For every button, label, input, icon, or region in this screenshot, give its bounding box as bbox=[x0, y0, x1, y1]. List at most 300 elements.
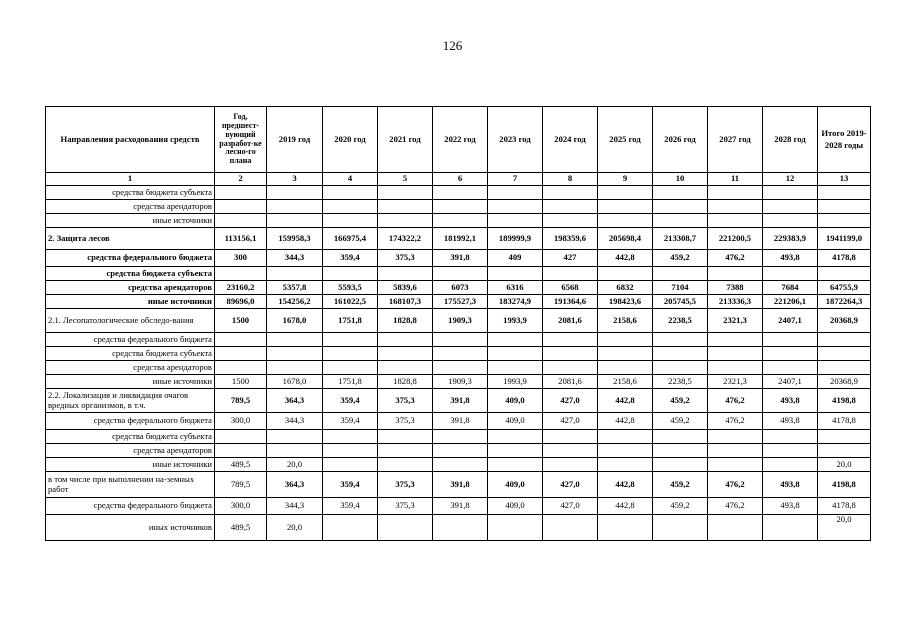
header-direction: Направления расходования средств bbox=[46, 107, 215, 173]
value-cell bbox=[653, 458, 708, 472]
value-cell: 442,8 bbox=[598, 498, 653, 515]
value-cell bbox=[488, 267, 543, 281]
value-cell bbox=[598, 267, 653, 281]
value-cell bbox=[378, 430, 433, 444]
header-year: 2023 год bbox=[488, 107, 543, 173]
value-cell: 1500 bbox=[215, 375, 267, 389]
column-number: 9 bbox=[598, 173, 653, 186]
value-cell bbox=[433, 200, 488, 214]
value-cell bbox=[433, 430, 488, 444]
value-cell: 198359,6 bbox=[543, 228, 598, 250]
value-cell bbox=[378, 214, 433, 228]
value-cell: 20,0 bbox=[267, 458, 323, 472]
value-cell bbox=[708, 430, 763, 444]
column-number: 4 bbox=[323, 173, 378, 186]
value-cell: 4178,8 bbox=[818, 498, 871, 515]
value-cell bbox=[598, 333, 653, 347]
value-cell bbox=[488, 214, 543, 228]
value-cell bbox=[378, 444, 433, 458]
value-cell: 789,5 bbox=[215, 389, 267, 413]
value-cell: 493,8 bbox=[763, 413, 818, 430]
value-cell bbox=[818, 347, 871, 361]
row-label: средства арендаторов bbox=[46, 361, 215, 375]
value-cell bbox=[653, 430, 708, 444]
value-cell bbox=[267, 200, 323, 214]
value-cell bbox=[323, 333, 378, 347]
value-cell bbox=[215, 347, 267, 361]
value-cell bbox=[323, 347, 378, 361]
column-number: 10 bbox=[653, 173, 708, 186]
value-cell bbox=[433, 458, 488, 472]
value-cell: 159958,3 bbox=[267, 228, 323, 250]
value-cell: 427,0 bbox=[543, 389, 598, 413]
value-cell bbox=[323, 430, 378, 444]
value-cell bbox=[378, 458, 433, 472]
value-cell: 113156,1 bbox=[215, 228, 267, 250]
value-cell bbox=[433, 361, 488, 375]
column-number: 3 bbox=[267, 173, 323, 186]
value-cell bbox=[215, 186, 267, 200]
value-cell bbox=[433, 186, 488, 200]
value-cell: 20,0 bbox=[818, 458, 871, 472]
value-cell bbox=[323, 515, 378, 541]
value-cell bbox=[763, 200, 818, 214]
value-cell: 189999,9 bbox=[488, 228, 543, 250]
value-cell bbox=[323, 214, 378, 228]
value-cell: 2081,6 bbox=[543, 375, 598, 389]
value-cell: 427 bbox=[543, 250, 598, 267]
header-year: 2022 год bbox=[433, 107, 488, 173]
value-cell: 409,0 bbox=[488, 498, 543, 515]
value-cell bbox=[708, 515, 763, 541]
value-cell: 364,3 bbox=[267, 472, 323, 498]
value-cell bbox=[323, 361, 378, 375]
value-cell bbox=[488, 361, 543, 375]
table-row bbox=[46, 186, 871, 200]
value-cell: 459,2 bbox=[653, 389, 708, 413]
value-cell bbox=[267, 267, 323, 281]
row-label: средства бюджета субъекта bbox=[46, 430, 215, 444]
table-row bbox=[46, 333, 871, 347]
value-cell: 161022,5 bbox=[323, 295, 378, 309]
value-cell bbox=[598, 430, 653, 444]
value-cell: 391,8 bbox=[433, 389, 488, 413]
value-cell bbox=[215, 333, 267, 347]
value-cell: 493,8 bbox=[763, 389, 818, 413]
value-cell: 1872264,3 bbox=[818, 295, 871, 309]
value-cell bbox=[708, 347, 763, 361]
value-cell bbox=[488, 458, 543, 472]
header-year: 2025 год bbox=[598, 107, 653, 173]
value-cell: 168107,3 bbox=[378, 295, 433, 309]
value-cell: 154256,2 bbox=[267, 295, 323, 309]
row-label: иные источники bbox=[46, 458, 215, 472]
value-cell: 175527,3 bbox=[433, 295, 488, 309]
value-cell bbox=[653, 186, 708, 200]
value-cell: 459,2 bbox=[653, 413, 708, 430]
value-cell bbox=[543, 200, 598, 214]
value-cell bbox=[488, 333, 543, 347]
value-cell bbox=[433, 214, 488, 228]
value-cell bbox=[708, 214, 763, 228]
value-cell bbox=[763, 186, 818, 200]
value-cell bbox=[267, 214, 323, 228]
value-cell: 6568 bbox=[543, 281, 598, 295]
value-cell: 442,8 bbox=[598, 250, 653, 267]
value-cell: 7684 bbox=[763, 281, 818, 295]
value-cell: 166975,4 bbox=[323, 228, 378, 250]
value-cell bbox=[818, 267, 871, 281]
value-cell: 1993,9 bbox=[488, 309, 543, 333]
value-cell: 375,3 bbox=[378, 472, 433, 498]
value-cell: 1678,0 bbox=[267, 309, 323, 333]
value-cell: 221200,5 bbox=[708, 228, 763, 250]
value-cell bbox=[708, 444, 763, 458]
value-cell: 391,8 bbox=[433, 498, 488, 515]
value-cell: 391,8 bbox=[433, 250, 488, 267]
column-number: 8 bbox=[543, 173, 598, 186]
value-cell bbox=[433, 347, 488, 361]
value-cell: 459,2 bbox=[653, 472, 708, 498]
value-cell bbox=[378, 333, 433, 347]
value-cell bbox=[598, 186, 653, 200]
value-cell bbox=[323, 267, 378, 281]
table-row bbox=[46, 228, 871, 250]
value-cell: 1678,0 bbox=[267, 375, 323, 389]
row-label: средства арендаторов bbox=[46, 444, 215, 458]
value-cell bbox=[215, 430, 267, 444]
value-cell: 300,0 bbox=[215, 413, 267, 430]
value-cell: 442,8 bbox=[598, 413, 653, 430]
table-row bbox=[46, 413, 871, 430]
value-cell: 789,5 bbox=[215, 472, 267, 498]
column-number: 1 bbox=[46, 173, 215, 186]
value-cell bbox=[323, 186, 378, 200]
value-cell bbox=[598, 444, 653, 458]
value-cell bbox=[488, 200, 543, 214]
value-cell bbox=[653, 200, 708, 214]
value-cell bbox=[763, 444, 818, 458]
value-cell bbox=[653, 347, 708, 361]
value-cell bbox=[818, 186, 871, 200]
value-cell: 391,8 bbox=[433, 472, 488, 498]
value-cell: 427,0 bbox=[543, 413, 598, 430]
value-cell bbox=[488, 430, 543, 444]
value-cell: 20,0 bbox=[818, 515, 871, 541]
value-cell: 2081,6 bbox=[543, 309, 598, 333]
value-cell: 183274,9 bbox=[488, 295, 543, 309]
value-cell: 1751,8 bbox=[323, 309, 378, 333]
value-cell bbox=[543, 214, 598, 228]
value-cell: 6316 bbox=[488, 281, 543, 295]
value-cell: 476,2 bbox=[708, 413, 763, 430]
row-label: 2.2. Локализация и ликвидация очагов вредных организмов, в т.ч. bbox=[46, 389, 215, 413]
value-cell: 2407,1 bbox=[763, 309, 818, 333]
table-row bbox=[46, 444, 871, 458]
value-cell bbox=[433, 444, 488, 458]
value-cell: 442,8 bbox=[598, 389, 653, 413]
value-cell bbox=[763, 267, 818, 281]
column-number: 13 bbox=[818, 173, 871, 186]
value-cell bbox=[653, 515, 708, 541]
value-cell bbox=[215, 267, 267, 281]
value-cell: 375,3 bbox=[378, 389, 433, 413]
value-cell: 489,5 bbox=[215, 515, 267, 541]
value-cell bbox=[653, 214, 708, 228]
value-cell bbox=[598, 200, 653, 214]
value-cell: 5357,8 bbox=[267, 281, 323, 295]
value-cell: 4198,8 bbox=[818, 472, 871, 498]
value-cell bbox=[708, 458, 763, 472]
value-cell: 2158,6 bbox=[598, 309, 653, 333]
row-label: средства федерального бюджета bbox=[46, 250, 215, 267]
value-cell bbox=[653, 333, 708, 347]
value-cell: 5839,6 bbox=[378, 281, 433, 295]
value-cell bbox=[215, 214, 267, 228]
header-year: 2024 год bbox=[543, 107, 598, 173]
value-cell bbox=[323, 200, 378, 214]
value-cell: 181992,1 bbox=[433, 228, 488, 250]
table-row bbox=[46, 458, 871, 472]
value-cell bbox=[267, 361, 323, 375]
value-cell bbox=[378, 186, 433, 200]
value-cell: 191364,6 bbox=[543, 295, 598, 309]
value-cell: 409,0 bbox=[488, 413, 543, 430]
value-cell bbox=[818, 214, 871, 228]
value-cell bbox=[378, 200, 433, 214]
value-cell bbox=[598, 214, 653, 228]
row-label: средства федерального бюджета bbox=[46, 413, 215, 430]
value-cell: 375,3 bbox=[378, 250, 433, 267]
value-cell bbox=[543, 515, 598, 541]
value-cell: 359,4 bbox=[323, 472, 378, 498]
value-cell: 2158,6 bbox=[598, 375, 653, 389]
value-cell bbox=[488, 444, 543, 458]
value-cell: 1941199,0 bbox=[818, 228, 871, 250]
row-label: 2.1. Лесопатологические обследо-вания bbox=[46, 309, 215, 333]
table-row bbox=[46, 295, 871, 309]
row-label: иные источники bbox=[46, 375, 215, 389]
value-cell bbox=[215, 444, 267, 458]
page-number: 126 bbox=[442, 38, 463, 53]
value-cell: 1909,3 bbox=[433, 375, 488, 389]
table-row bbox=[46, 498, 871, 515]
value-cell: 1993,9 bbox=[488, 375, 543, 389]
value-cell: 4178,8 bbox=[818, 413, 871, 430]
value-cell: 2321,3 bbox=[708, 309, 763, 333]
value-cell bbox=[378, 515, 433, 541]
table-row bbox=[46, 214, 871, 228]
header-year: 2020 год bbox=[323, 107, 378, 173]
table-row bbox=[46, 515, 871, 541]
value-cell bbox=[543, 267, 598, 281]
value-cell: 459,2 bbox=[653, 250, 708, 267]
value-cell: 1500 bbox=[215, 309, 267, 333]
value-cell: 89696,0 bbox=[215, 295, 267, 309]
value-cell: 1909,3 bbox=[433, 309, 488, 333]
value-cell bbox=[543, 430, 598, 444]
value-cell: 23160,2 bbox=[215, 281, 267, 295]
value-cell: 229383,9 bbox=[763, 228, 818, 250]
value-cell: 476,2 bbox=[708, 389, 763, 413]
value-cell bbox=[598, 515, 653, 541]
value-cell bbox=[543, 361, 598, 375]
value-cell: 2407,1 bbox=[763, 375, 818, 389]
value-cell: 344,3 bbox=[267, 498, 323, 515]
value-cell bbox=[543, 347, 598, 361]
table-row bbox=[46, 430, 871, 444]
value-cell bbox=[818, 361, 871, 375]
header-year: 2026 год bbox=[653, 107, 708, 173]
value-cell: 493,8 bbox=[763, 472, 818, 498]
value-cell: 409,0 bbox=[488, 389, 543, 413]
value-cell: 7104 bbox=[653, 281, 708, 295]
value-cell bbox=[378, 347, 433, 361]
value-cell bbox=[763, 333, 818, 347]
value-cell: 198423,6 bbox=[598, 295, 653, 309]
value-cell: 489,5 bbox=[215, 458, 267, 472]
value-cell bbox=[708, 361, 763, 375]
header-base-year: Год, предшест-вующий разработ-ке лесно-го плана bbox=[215, 107, 267, 173]
table-row bbox=[46, 389, 871, 413]
value-cell: 359,4 bbox=[323, 389, 378, 413]
row-label: иных источников bbox=[46, 515, 215, 541]
value-cell: 5593,5 bbox=[323, 281, 378, 295]
table-row bbox=[46, 200, 871, 214]
value-cell: 344,3 bbox=[267, 250, 323, 267]
value-cell: 4198,8 bbox=[818, 389, 871, 413]
row-label: средства бюджета субъекта bbox=[46, 347, 215, 361]
budget-table bbox=[45, 106, 871, 541]
value-cell: 20368,9 bbox=[818, 375, 871, 389]
value-cell: 2238,5 bbox=[653, 309, 708, 333]
value-cell bbox=[215, 361, 267, 375]
value-cell bbox=[763, 361, 818, 375]
value-cell bbox=[267, 347, 323, 361]
value-cell bbox=[433, 333, 488, 347]
value-cell: 300,0 bbox=[215, 498, 267, 515]
value-cell bbox=[267, 444, 323, 458]
value-cell: 459,2 bbox=[653, 498, 708, 515]
column-number: 5 bbox=[378, 173, 433, 186]
table-row bbox=[46, 375, 871, 389]
value-cell: 375,3 bbox=[378, 498, 433, 515]
value-cell bbox=[708, 186, 763, 200]
column-number: 7 bbox=[488, 173, 543, 186]
value-cell: 409 bbox=[488, 250, 543, 267]
row-label: иные источники bbox=[46, 214, 215, 228]
value-cell bbox=[433, 515, 488, 541]
value-cell: 64755,9 bbox=[818, 281, 871, 295]
table-row bbox=[46, 267, 871, 281]
value-cell bbox=[598, 347, 653, 361]
value-cell: 1751,8 bbox=[323, 375, 378, 389]
value-cell: 391,8 bbox=[433, 413, 488, 430]
value-cell: 427,0 bbox=[543, 498, 598, 515]
column-number: 6 bbox=[433, 173, 488, 186]
value-cell bbox=[488, 347, 543, 361]
value-cell: 300 bbox=[215, 250, 267, 267]
header-year: 2019 год bbox=[267, 107, 323, 173]
value-cell bbox=[488, 515, 543, 541]
value-cell: 2321,3 bbox=[708, 375, 763, 389]
value-cell bbox=[763, 458, 818, 472]
value-cell bbox=[433, 267, 488, 281]
value-cell bbox=[818, 200, 871, 214]
value-cell: 476,2 bbox=[708, 250, 763, 267]
header-year: 2028 год bbox=[763, 107, 818, 173]
value-cell bbox=[598, 361, 653, 375]
value-cell bbox=[543, 444, 598, 458]
value-cell: 344,3 bbox=[267, 413, 323, 430]
value-cell: 7388 bbox=[708, 281, 763, 295]
value-cell bbox=[323, 444, 378, 458]
value-cell bbox=[267, 333, 323, 347]
value-cell bbox=[708, 333, 763, 347]
row-label: средства арендаторов bbox=[46, 281, 215, 295]
value-cell bbox=[598, 458, 653, 472]
row-label: средства бюджета субъекта bbox=[46, 186, 215, 200]
value-cell bbox=[267, 430, 323, 444]
value-cell bbox=[543, 333, 598, 347]
column-number-row bbox=[46, 173, 871, 186]
value-cell: 409,0 bbox=[488, 472, 543, 498]
value-cell: 476,2 bbox=[708, 498, 763, 515]
row-label: 2. Защита лесов bbox=[46, 228, 215, 250]
value-cell: 4178,8 bbox=[818, 250, 871, 267]
table-row bbox=[46, 472, 871, 498]
header-total: Итого 2019-2028 годы bbox=[818, 107, 871, 173]
value-cell bbox=[818, 444, 871, 458]
value-cell: 213308,7 bbox=[653, 228, 708, 250]
value-cell bbox=[708, 267, 763, 281]
value-cell: 476,2 bbox=[708, 472, 763, 498]
row-label: средства федерального бюджета bbox=[46, 498, 215, 515]
value-cell: 493,8 bbox=[763, 498, 818, 515]
value-cell bbox=[378, 267, 433, 281]
value-cell: 375,3 bbox=[378, 413, 433, 430]
value-cell bbox=[763, 347, 818, 361]
table-row bbox=[46, 361, 871, 375]
value-cell: 1828,8 bbox=[378, 375, 433, 389]
value-cell bbox=[323, 458, 378, 472]
column-number: 11 bbox=[708, 173, 763, 186]
value-cell bbox=[763, 214, 818, 228]
value-cell bbox=[708, 200, 763, 214]
value-cell bbox=[763, 515, 818, 541]
value-cell bbox=[543, 458, 598, 472]
table-row bbox=[46, 250, 871, 267]
value-cell bbox=[653, 267, 708, 281]
value-cell: 20,0 bbox=[267, 515, 323, 541]
column-number: 2 bbox=[215, 173, 267, 186]
value-cell bbox=[267, 186, 323, 200]
value-cell bbox=[653, 361, 708, 375]
header-year: 2027 год bbox=[708, 107, 763, 173]
header-row bbox=[46, 107, 871, 173]
value-cell: 2238,5 bbox=[653, 375, 708, 389]
value-cell: 174322,2 bbox=[378, 228, 433, 250]
value-cell: 359,4 bbox=[323, 413, 378, 430]
value-cell: 6832 bbox=[598, 281, 653, 295]
value-cell: 364,3 bbox=[267, 389, 323, 413]
value-cell bbox=[653, 444, 708, 458]
value-cell: 213336,3 bbox=[708, 295, 763, 309]
value-cell: 1828,8 bbox=[378, 309, 433, 333]
value-cell bbox=[543, 186, 598, 200]
table-row bbox=[46, 281, 871, 295]
value-cell: 493,8 bbox=[763, 250, 818, 267]
